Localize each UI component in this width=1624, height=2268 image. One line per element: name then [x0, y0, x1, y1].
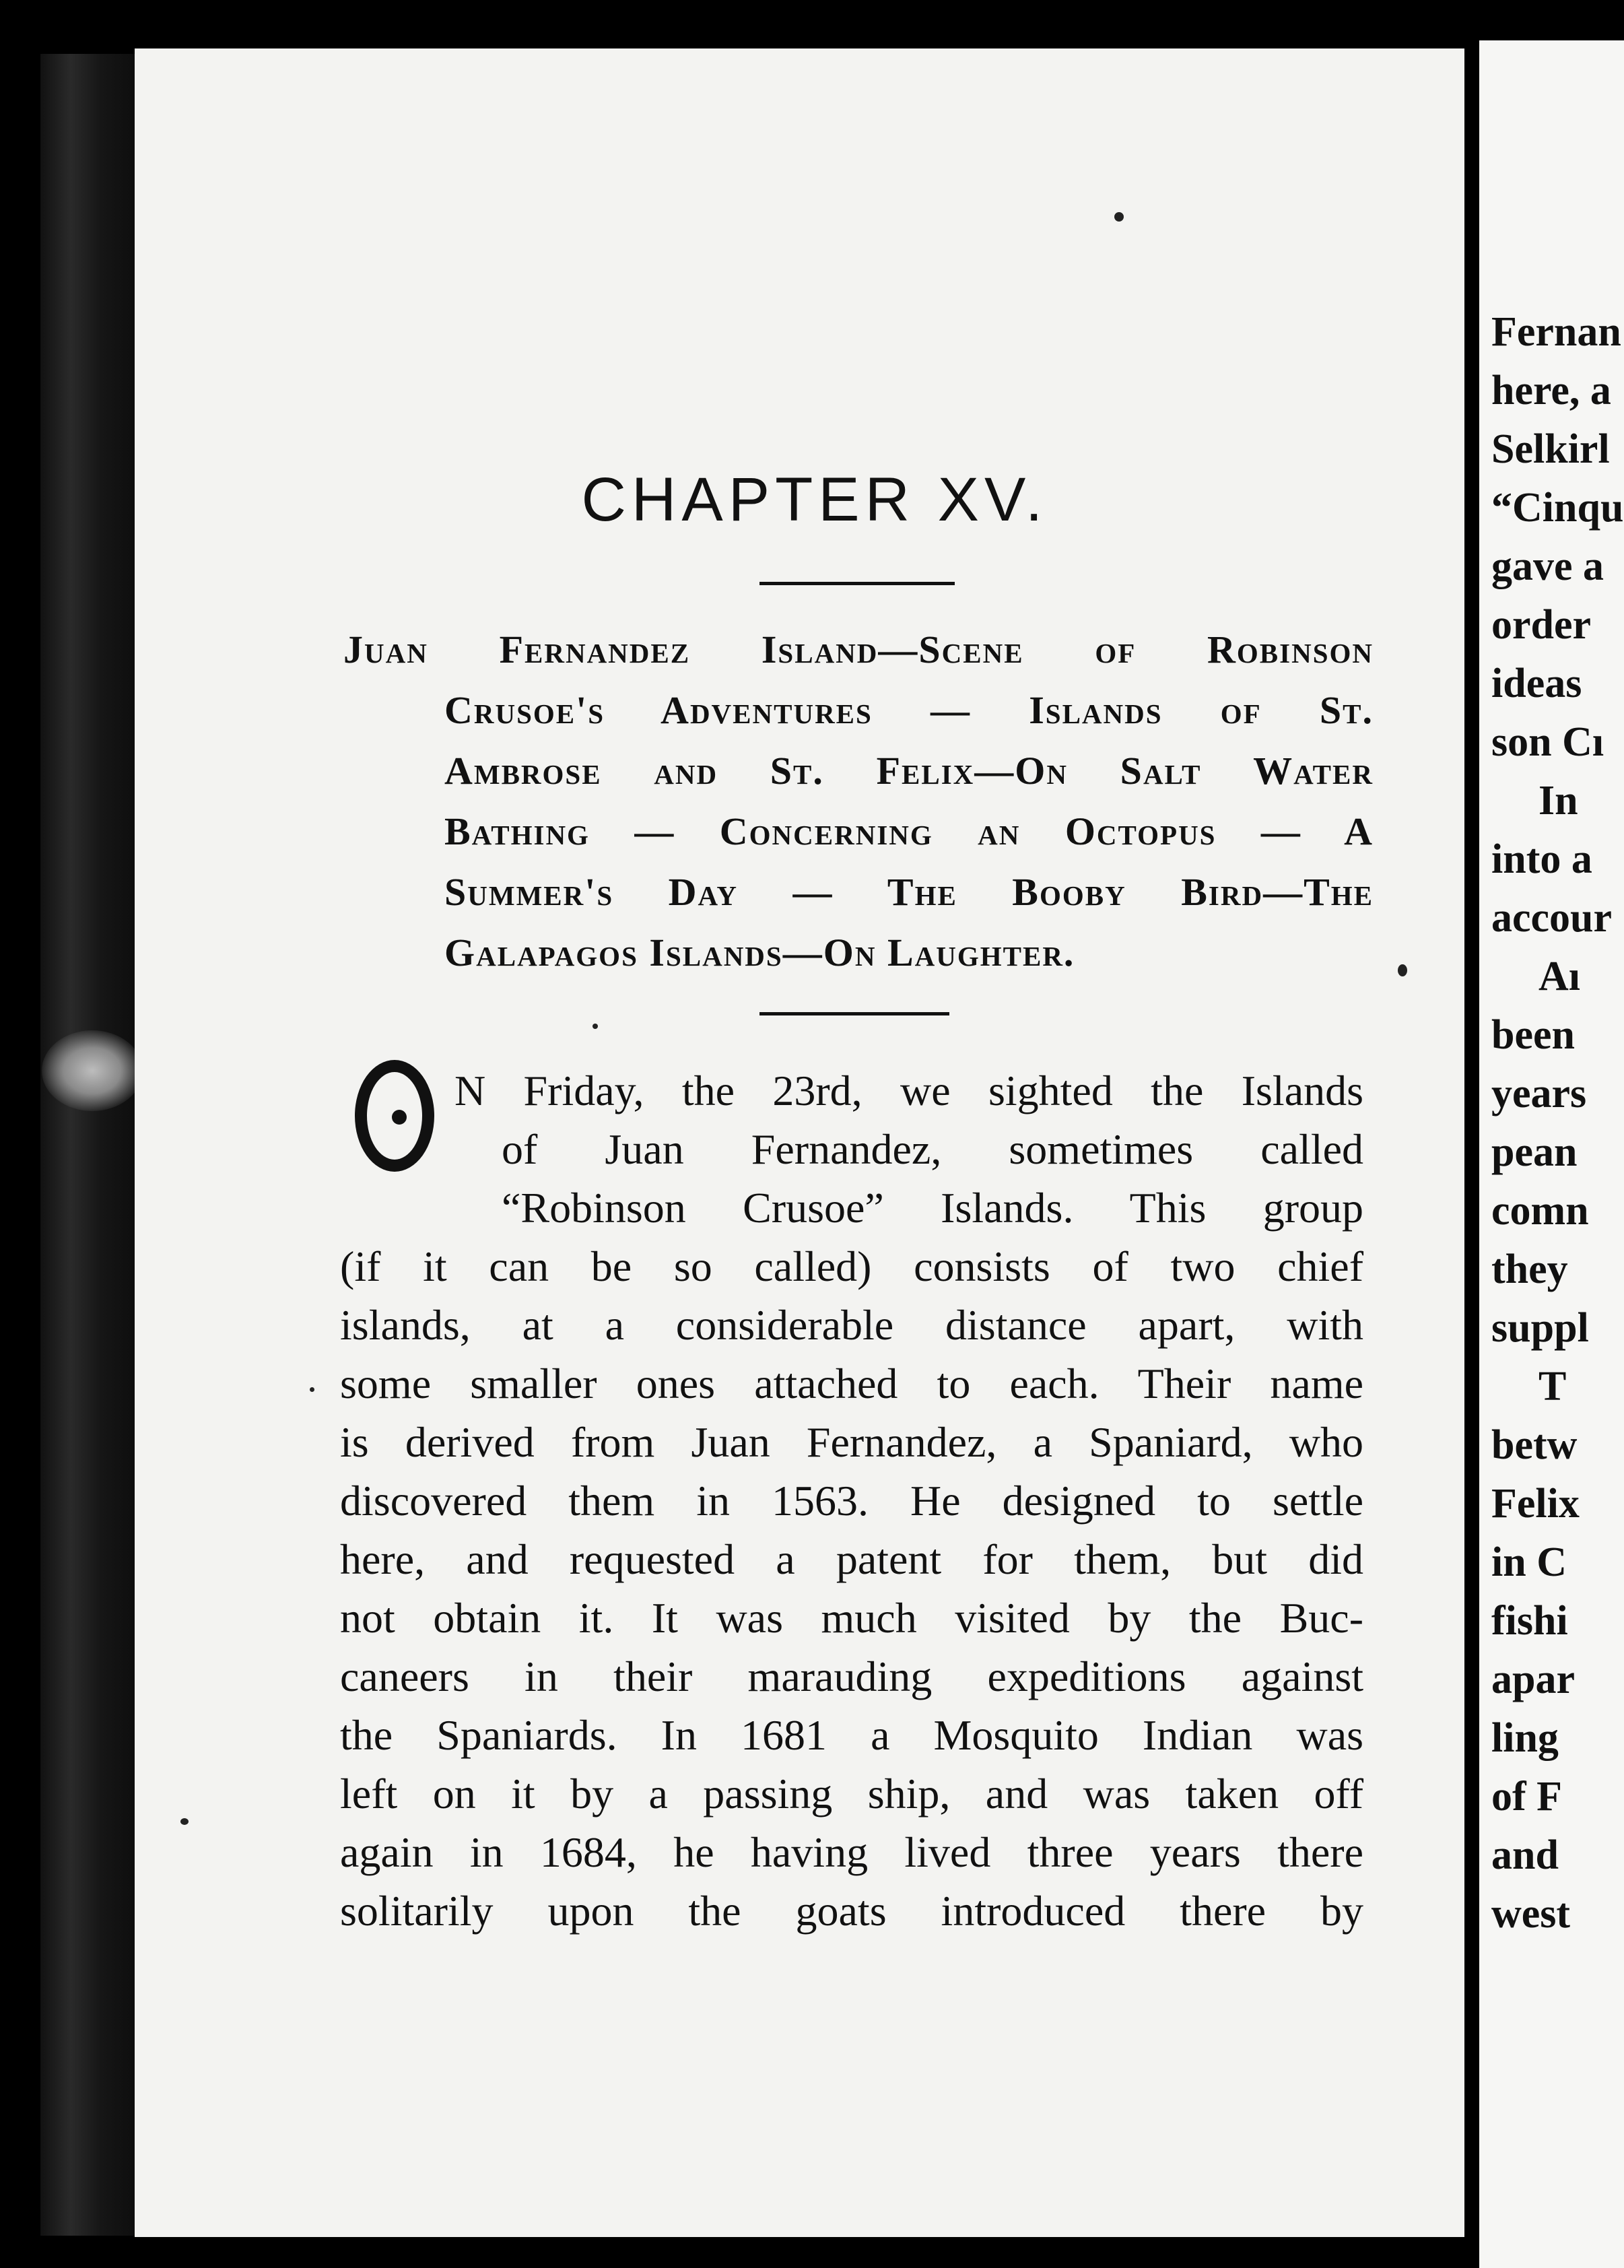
right-line: order: [1491, 602, 1592, 648]
right-line: betw: [1491, 1422, 1578, 1468]
body-line: N Friday, the 23rd, we sighted the Islands: [454, 1067, 1363, 1114]
right-line: In: [1538, 778, 1578, 824]
right-line: west: [1491, 1891, 1571, 1937]
right-line: years: [1491, 1071, 1587, 1116]
spine-stain: [42, 1030, 143, 1111]
right-line: comn: [1491, 1188, 1589, 1234]
paper-speck: [310, 1387, 314, 1392]
right-line: apar: [1491, 1657, 1575, 1702]
body-line: some smaller ones attached to each. Their name: [340, 1360, 1363, 1407]
right-line: been: [1491, 1012, 1575, 1058]
right-line: fishi: [1491, 1598, 1568, 1644]
right-line: suppl: [1491, 1305, 1589, 1351]
summary-line: Galapagos Islands—On Laughter.: [444, 931, 1075, 974]
page-gutter: [1464, 27, 1479, 2268]
body-line: (if it can be so called) consists of two chief: [340, 1242, 1363, 1290]
paper-speck: [180, 1818, 189, 1825]
right-line: accour: [1491, 895, 1613, 941]
body-line: left on it by a passing ship, and was taken off: [340, 1770, 1363, 1817]
paper-speck: [593, 1024, 598, 1029]
right-line: of F: [1491, 1774, 1563, 1820]
right-line: in C: [1491, 1539, 1567, 1585]
summary-line: Crusoe's Adventures — Islands of St.: [444, 688, 1374, 732]
body-line: here, and requested a patent for them, but did: [340, 1535, 1363, 1583]
right-line: gave a: [1491, 543, 1604, 589]
right-line: “Cinqu: [1491, 485, 1624, 531]
right-line: ling: [1491, 1715, 1559, 1761]
body-line: solitarily upon the goats introduced there by: [340, 1887, 1363, 1935]
chapter-summary: [343, 620, 1374, 983]
summary-line: Ambrose and St. Felix—On Salt Water: [444, 749, 1374, 793]
body-line: islands, at a considerable distance apart, with: [340, 1301, 1363, 1349]
right-line: Selkirl: [1491, 426, 1610, 472]
right-line: here, a: [1491, 368, 1611, 413]
body-line: not obtain it. It was much visited by the Buc-: [340, 1594, 1363, 1642]
right-line: they: [1491, 1246, 1568, 1292]
chapter-title: CHAPTER XV.: [581, 465, 1048, 534]
right-page: [1479, 40, 1624, 2268]
body-line: caneers in their marauding expeditions against: [340, 1653, 1363, 1700]
body-line: “Robinson Crusoe” Islands. This group: [502, 1184, 1363, 1232]
body-line: discovered them in 1563. He designed to settle: [340, 1477, 1363, 1525]
title-rule: [759, 582, 955, 585]
book-spine: [40, 54, 141, 2236]
body-text: [340, 1061, 1363, 1940]
right-line: Aı: [1538, 954, 1580, 999]
right-line: son Cı: [1491, 719, 1604, 765]
body-line: again in 1684, he having lived three years there: [340, 1828, 1363, 1876]
body-line: of Juan Fernandez, sometimes called: [502, 1125, 1363, 1173]
summary-line: Summer's Day — The Booby Bird—The: [444, 870, 1374, 914]
right-line: and: [1491, 1832, 1559, 1878]
right-line: pean: [1491, 1129, 1578, 1175]
summary-rule: [759, 1012, 949, 1015]
right-line: into a: [1491, 836, 1592, 882]
right-line: ideas: [1491, 661, 1582, 706]
right-line: T: [1538, 1364, 1567, 1409]
right-line: Felix: [1491, 1481, 1580, 1527]
paper-speck: [1398, 964, 1407, 976]
body-line: the Spaniards. In 1681 a Mosquito Indian was: [340, 1711, 1363, 1759]
body-line: is derived from Juan Fernandez, a Spaniard, who: [340, 1418, 1363, 1466]
right-line: Fernan: [1491, 309, 1621, 355]
paper-speck: [1114, 212, 1124, 222]
summary-line: Juan Fernandez Island—Scene of Robinson: [343, 628, 1374, 671]
summary-line: Bathing — Concerning an Octopus — A: [444, 809, 1374, 853]
right-page-text: [1491, 303, 1624, 1943]
